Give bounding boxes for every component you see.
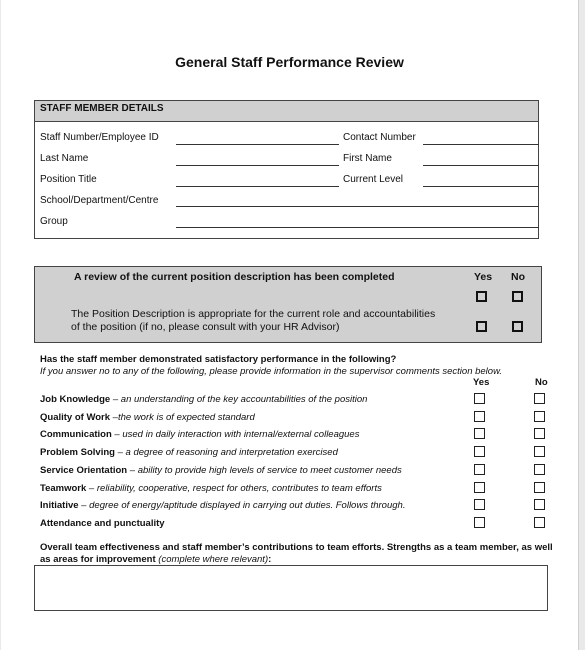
first-name-field[interactable] xyxy=(423,165,539,166)
criterion-name: Attendance and punctuality xyxy=(40,518,165,529)
form-page xyxy=(1,0,579,650)
label-first-name: First Name xyxy=(343,153,392,164)
staff-details-header: STAFF MEMBER DETAILS xyxy=(35,101,538,122)
criterion-name: Quality of Work xyxy=(40,412,111,423)
criterion-description: an understanding of the key accountabilities of the position xyxy=(118,394,368,405)
criterion-description: the work is of expected standard xyxy=(117,412,255,423)
contact-number-field[interactable] xyxy=(423,144,539,145)
criterion-row xyxy=(40,447,338,458)
perf-no-header: No xyxy=(535,377,548,388)
perf-yes-header: Yes xyxy=(473,377,490,388)
criterion-row xyxy=(40,412,255,423)
label-school-department: School/Department/Centre xyxy=(40,195,159,206)
criterion-no-checkbox[interactable] xyxy=(534,517,545,528)
position-yes-label: Yes xyxy=(474,271,493,283)
position-appropriate-statement xyxy=(71,308,471,334)
criterion-description: used in daily interaction with internal/external colleagues xyxy=(119,429,360,440)
label-contact-number: Contact Number xyxy=(343,132,416,143)
position-title-field[interactable] xyxy=(176,186,339,187)
criterion-row xyxy=(40,518,165,529)
criterion-separator: – xyxy=(127,465,136,476)
criterion-description: a degree of reasoning and interpretation exercised xyxy=(122,447,338,458)
position-statement-line2: of the position (if no, please consult with your HR Advisor) xyxy=(71,321,340,333)
criterion-no-checkbox[interactable] xyxy=(534,499,545,510)
criterion-separator: – xyxy=(114,447,123,458)
criterion-name: Service Orientation xyxy=(40,465,128,476)
position-description-section xyxy=(34,266,542,343)
label-position-title: Position Title xyxy=(40,174,97,185)
review-completed-no-checkbox[interactable] xyxy=(512,291,523,302)
position-no-label: No xyxy=(511,271,525,283)
pd-appropriate-yes-checkbox[interactable] xyxy=(476,321,487,332)
criterion-yes-checkbox[interactable] xyxy=(474,499,485,510)
group-field[interactable] xyxy=(176,227,539,228)
pd-appropriate-no-checkbox[interactable] xyxy=(512,321,523,332)
criterion-row xyxy=(40,429,359,440)
position-statement-line1: The Position Description is appropriate for the current role and accountabilities xyxy=(71,308,436,320)
criterion-no-checkbox[interactable] xyxy=(534,446,545,457)
label-current-level: Current Level xyxy=(343,174,404,185)
performance-question: Has the staff member demonstrated satisfactory performance in the following? xyxy=(40,354,397,365)
criterion-yes-checkbox[interactable] xyxy=(474,446,485,457)
criterion-no-checkbox[interactable] xyxy=(534,464,545,475)
criterion-separator: – xyxy=(110,394,119,405)
criterion-separator: – xyxy=(78,500,87,511)
criterion-row xyxy=(40,394,367,405)
criterion-description: degree of energy/aptitude displayed in carrying out duties. Follows through. xyxy=(86,500,406,511)
criterion-row xyxy=(40,500,405,511)
criterion-name: Teamwork xyxy=(40,483,87,494)
criterion-name: Initiative xyxy=(40,500,79,511)
school-department-field[interactable] xyxy=(176,206,539,207)
overall-prompt-bold: Overall team effectiveness and staff member’s contributions to team efforts. Strengths as a team member, as well as areas for improvement xyxy=(40,542,553,565)
staff-details-section xyxy=(34,100,539,239)
criterion-description: ability to provide high levels of service to meet customer needs xyxy=(135,465,402,476)
criterion-row xyxy=(40,465,402,476)
overall-prompt-italic: (complete where relevant) xyxy=(158,554,269,565)
criterion-no-checkbox[interactable] xyxy=(534,393,545,404)
performance-instruction: If you answer no to any of the following, please provide information in the supervisor comments section below. xyxy=(40,366,503,377)
overall-prompt-end: : xyxy=(268,554,272,565)
criterion-yes-checkbox[interactable] xyxy=(474,428,485,439)
overall-comments-input[interactable] xyxy=(34,565,548,611)
last-name-field[interactable] xyxy=(176,165,339,166)
label-group: Group xyxy=(40,216,68,227)
criterion-yes-checkbox[interactable] xyxy=(474,482,485,493)
label-last-name: Last Name xyxy=(40,153,89,164)
criterion-separator: – xyxy=(86,483,95,494)
criterion-yes-checkbox[interactable] xyxy=(474,517,485,528)
overall-prompt xyxy=(40,542,565,566)
criterion-name: Problem Solving xyxy=(40,447,115,458)
criterion-yes-checkbox[interactable] xyxy=(474,411,485,422)
criterion-separator: – xyxy=(111,429,120,440)
current-level-field[interactable] xyxy=(423,186,539,187)
criterion-no-checkbox[interactable] xyxy=(534,482,545,493)
criterion-yes-checkbox[interactable] xyxy=(474,464,485,475)
criterion-name: Communication xyxy=(40,429,112,440)
staff-number-field[interactable] xyxy=(176,144,339,145)
criterion-description: reliability, cooperative, respect for others, contributes to team efforts xyxy=(94,483,382,494)
criterion-no-checkbox[interactable] xyxy=(534,428,545,439)
criterion-yes-checkbox[interactable] xyxy=(474,393,485,404)
position-review-statement: A review of the current position description has been completed xyxy=(74,271,395,283)
criterion-row xyxy=(40,483,382,494)
criterion-no-checkbox[interactable] xyxy=(534,411,545,422)
form-title: General Staff Performance Review xyxy=(175,54,404,70)
review-completed-yes-checkbox[interactable] xyxy=(476,291,487,302)
criterion-name: Job Knowledge xyxy=(40,394,111,405)
criterion-separator: – xyxy=(110,412,118,423)
label-staff-number: Staff Number/Employee ID xyxy=(40,132,159,143)
